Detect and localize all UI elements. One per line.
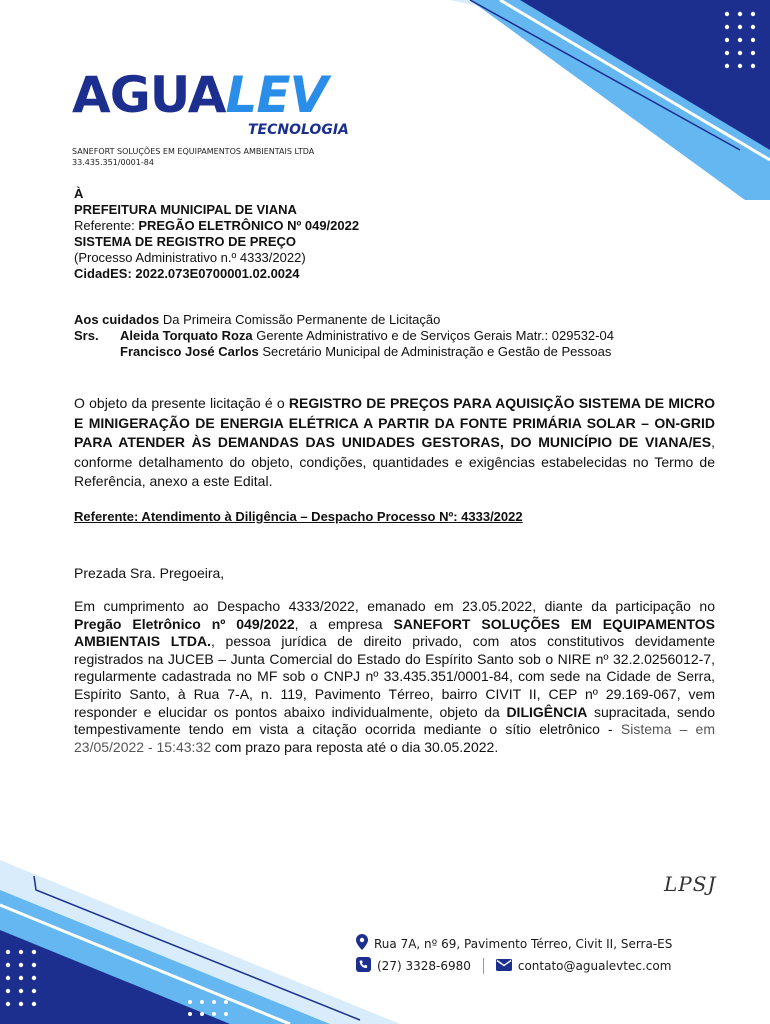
body-text-3: , pessoa jurídica de direito privado, com atos constitutivos devidamente registrados na JUCEB – Junta Comercial do Estado do Espírito Santo sob o NIRE nº 32.2.0256012-7, regularmente cadastrada no MF sob o CNPJ nº 33.435.351/0001-84, com sede na Cidade de Serra, Espírito Santo, à Rua 7-A, n. 119, Pavimento Térreo, bairro CIVIT II, CEP nº 29.169-067, vem responder e elucidar os pontos abaixo individualmente, objeto da: [74, 633, 716, 720]
footer-contact: [356, 957, 671, 975]
addressee-to: À: [74, 186, 84, 201]
person2-role: Secretário Municipal de Administração e Gestão de Pessoas: [258, 344, 612, 359]
referente-heading: Referente: Atendimento à Diligência – Despacho Processo Nº: 4333/2022: [74, 509, 523, 524]
footer-email[interactable]: contato@agualevtec.com: [517, 959, 672, 973]
body-gray-timestamp: Sistema – em 23/05/2022 - 15:43:32: [74, 721, 715, 755]
addressee-org: PREFEITURA MUNICIPAL DE VIANA: [74, 202, 297, 217]
reference-value: PREGÃO ELETRÔNICO Nº 049/2022: [138, 218, 360, 233]
care-commission: Da Primeira Comissão Permanente de Licitação: [159, 312, 441, 327]
care-label: Aos cuidados: [74, 312, 160, 327]
reference-label: Referente:: [74, 218, 139, 233]
process-line: (Processo Administrativo n.º 4333/2022): [74, 250, 306, 265]
body-text-2: , a empresa: [294, 615, 394, 632]
footer-address-text: Rua 7A, nº 69, Pavimento Térreo, Civit II, Serra-ES: [374, 936, 673, 951]
company-name: SANEFORT SOLUÇÕES EM EQUIPAMENTOS AMBIENTAIS LTDA: [72, 147, 315, 156]
body-bold-1: Pregão Eletrônico nº 049/2022: [74, 615, 295, 632]
person2-name: Francisco José Carlos: [120, 344, 259, 359]
top-right-stripe-navy: [520, 0, 770, 150]
body-text-1: Em cumprimento ao Despacho 4333/2022, emanado em 23.05.2022, diante da participação no: [74, 598, 715, 614]
objeto-bold: REGISTRO DE PREÇOS PARA AQUISIÇÃO SISTEMA DE MICRO E MINIGERAÇÃO DE ENERGIA ELÉTRICA A PARTIR DA FONTE PRIMÁRIA SOLAR – ON-GRID PARA ATENDER ÀS DEMANDAS DAS UNIDADES GESTORAS, DO MUNICÍPIO DE VIANA/ES: [74, 395, 716, 450]
care-of-block: [74, 312, 614, 360]
map-pin-icon: [356, 934, 368, 953]
phone-icon: [356, 957, 371, 975]
handwritten-initials: LPSJ: [664, 872, 717, 896]
reference-line: [74, 218, 359, 234]
greeting: Prezada Sra. Pregoeira,: [74, 565, 225, 581]
system-line: SISTEMA DE REGISTRO DE PREÇO: [74, 234, 296, 249]
footer-phone: (27) 3328-6980: [377, 959, 471, 973]
envelope-icon: [496, 959, 512, 974]
company-cnpj: 33.435.351/0001-84: [72, 158, 154, 167]
company-info: [72, 146, 314, 168]
objeto-tail: , conforme detalhamento do objeto, condições, quantidades e exigências estabelecidas no Termo de Referência, anexo a este Edital.: [74, 434, 715, 489]
body-text-5: com prazo para reposta até o dia 30.05.2022.: [211, 738, 499, 755]
body-text-4: supracitada, sendo tempestivamente tendo em vista a citação ocorrida mediante o sítio eletrônico -: [74, 703, 715, 738]
objeto-lead: O objeto da presente licitação é o: [74, 395, 289, 411]
addressee-block: [74, 186, 359, 282]
footer-separator: [483, 958, 484, 974]
body-paragraph: [74, 598, 715, 756]
srs-label: Srs.: [74, 328, 99, 343]
footer-address: [356, 934, 672, 953]
logo-subtitle: TECNOLOGIA: [248, 122, 349, 138]
objeto-paragraph: [74, 394, 715, 492]
body-bold-3: DILIGÊNCIA: [506, 703, 588, 720]
person1-name: Aleida Torquato Roza: [120, 328, 253, 343]
logo-text-agua: AGUA: [72, 66, 226, 124]
logo-text-lev: LEV: [225, 66, 328, 124]
cidades-line: CidadES: 2022.073E0700001.02.0024: [74, 266, 300, 281]
company-logo: [72, 66, 349, 138]
body-bold-2: SANEFORT SOLUÇÕES EM EQUIPAMENTOS AMBIENTAIS LTDA.: [74, 615, 715, 650]
person1-role: Gerente Administrativo e de Serviços Gerais Matr.: 029532-04: [252, 328, 614, 343]
